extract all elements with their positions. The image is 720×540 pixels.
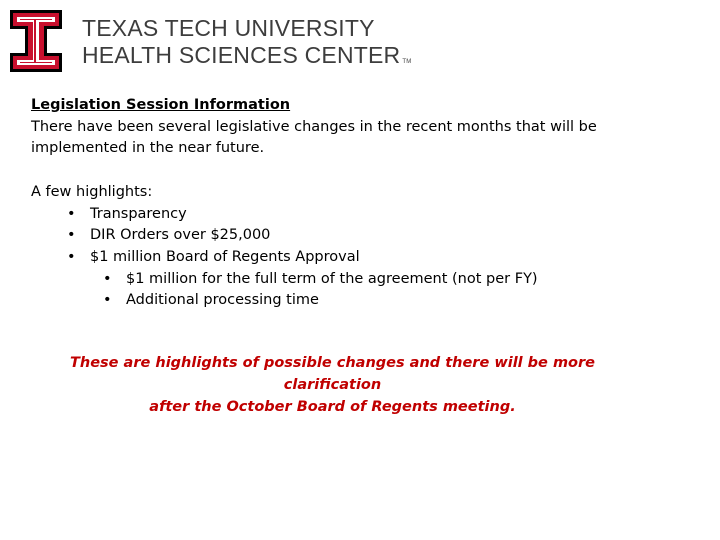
note-line-2: after the October Board of Regents meeting.	[149, 399, 516, 415]
clarification-note	[20, 352, 645, 418]
list-item-text: Transparency	[90, 205, 187, 222]
list-item-text: $1 million for the full term of the agreement (not per FY)	[126, 270, 538, 287]
slide-body	[31, 95, 691, 312]
trademark-mark: TM	[402, 59, 412, 65]
double-t-logo	[10, 10, 62, 72]
header	[10, 10, 430, 72]
section-heading: Legislation Session Information	[31, 97, 291, 113]
bullet-icon: •	[67, 205, 76, 222]
list-item	[31, 225, 691, 247]
list-item-text: DIR Orders over $25,000	[90, 227, 271, 244]
highlights-list	[31, 204, 691, 269]
highlights-label: A few highlights:	[31, 183, 153, 200]
list-item-text: Additional processing time	[126, 292, 319, 309]
intro-paragraph: There have been several legislative changes in the recent months that will be implemented in the near future.	[31, 118, 597, 157]
org-name-line-1: TEXAS TECH UNIVERSITY	[82, 15, 375, 41]
bullet-icon: •	[103, 292, 112, 309]
list-item	[31, 247, 691, 269]
list-item	[31, 269, 691, 291]
bullet-icon: •	[103, 270, 112, 287]
sub-highlights-list	[31, 269, 691, 312]
list-item	[31, 290, 691, 312]
org-name-line-2	[82, 42, 411, 69]
spacer	[31, 160, 691, 182]
bullet-icon: •	[67, 227, 76, 244]
org-name-line-2-text: HEALTH SCIENCES CENTER	[82, 42, 401, 68]
list-item	[31, 204, 691, 226]
bullet-icon: •	[67, 248, 76, 265]
list-item-text: $1 million Board of Regents Approval	[90, 248, 360, 265]
note-line-1: These are highlights of possible changes and there will be more clarification	[70, 355, 595, 393]
